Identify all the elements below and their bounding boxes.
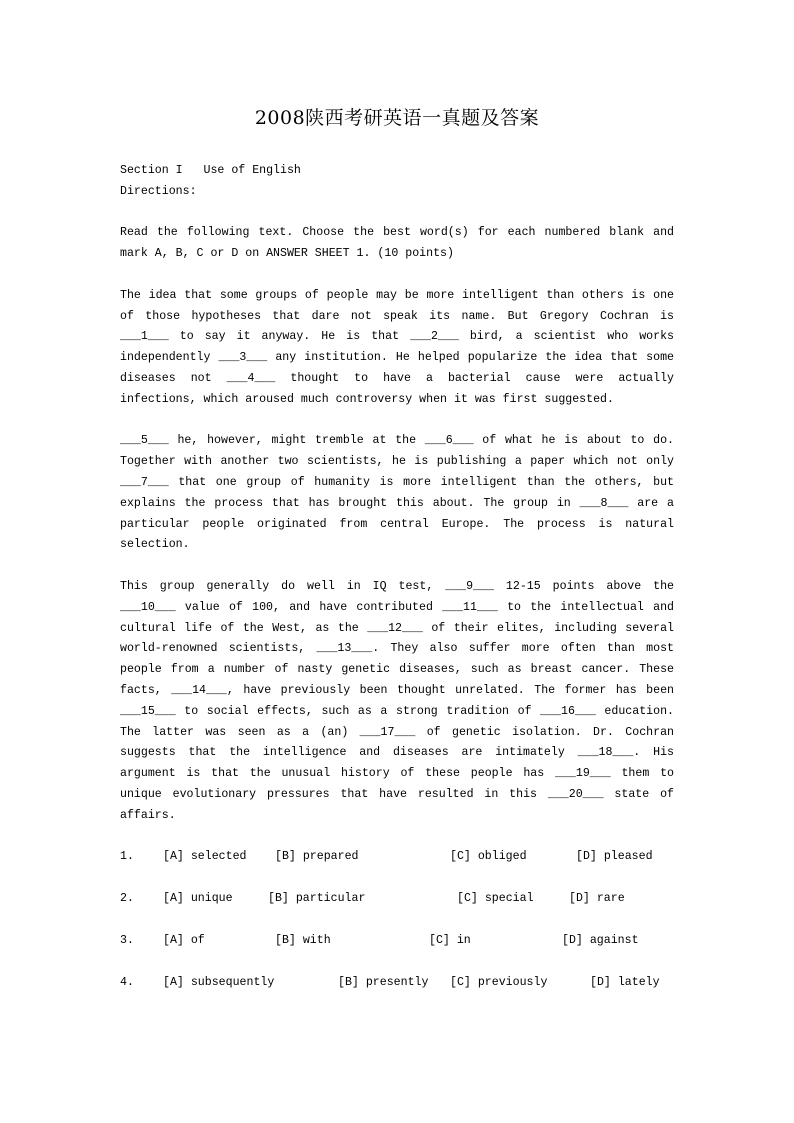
question-number: 2.: [120, 892, 134, 906]
question-options-list: [120, 847, 674, 993]
option-d: [D] pleased: [576, 850, 653, 864]
option-d: [D] rare: [569, 892, 625, 906]
option-c: [C] previously: [450, 975, 548, 989]
passage-paragraph-3: This group generally do well in IQ test, ___9___ 12-15 points above the ___10___ value of 100, and have contributed ___11___ to the intellectual and cultural life of the West, as the ___12___ of their elites, including several world-renowned scientists, ___13___. They also suffer more often than most people from a number of nasty genetic diseases, such as breast cancer. These facts, ___14___, have previously been thought unrelated. The former has been ___15___ to social effects, such as a strong tradition of ___16___ education. The latter was seen as a (an) ___17___ of genetic isolation. Dr. Cochran suggests that the intelligence and diseases are intimately ___18___. His argument is that the unusual history of these people has ___19___ them to unique evolutionary pressures that have resulted in this ___20___ state of affairs.: [120, 579, 674, 822]
option-a: [A] subsequently: [163, 975, 275, 989]
document-title: 2008陕西考研英语一真题及答案: [254, 107, 540, 129]
option-a: [A] unique: [163, 892, 233, 906]
option-a: [A] selected: [163, 850, 247, 864]
option-c: [C] special: [457, 892, 534, 906]
option-b: [B] prepared: [275, 850, 359, 864]
section-heading: Section I Use of English: [120, 164, 301, 177]
question-number: 1.: [120, 850, 134, 864]
option-d: [D] against: [562, 933, 639, 947]
passage-paragraph-1: The idea that some groups of people may be more intelligent than others is one of those hypotheses that dare not speak its name. But Gregory Cochran is ___1___ to say it anyway. He is that ___2___ bird, a scientist who works independently ___3___ any institution. He helped popularize the idea that some diseases not ___4___ thought to have a bacterial cause were actually infections, which aroused much controversy when it was first suggested.: [120, 288, 674, 406]
option-a: [A] of: [163, 933, 205, 947]
document-body: [120, 161, 674, 993]
question-number: 3.: [120, 933, 134, 947]
option-c: [C] obliged: [450, 850, 527, 864]
option-b: [B] with: [275, 933, 331, 947]
question-row-2: [120, 889, 674, 910]
option-b: [B] presently: [338, 975, 429, 989]
question-row-3: [120, 931, 674, 952]
question-row-1: [120, 847, 674, 868]
passage-paragraph-2: ___5___ he, however, might tremble at the ___6___ of what he is about to do. Together with another two scientists, he is publishing a paper which not only ___7___ that one group of humanity is more intelligent than the others, but explains the process that has brought this about. The group in ___8___ are a particular people originated from central Europe. The process is natural selection.: [120, 434, 674, 552]
option-d: [D] lately: [590, 975, 660, 989]
instructions-paragraph: Read the following text. Choose the best word(s) for each numbered blank and mark A, B, C or D on ANSWER SHEET 1. (10 points): [120, 226, 674, 261]
directions-label: Directions:: [120, 184, 197, 198]
option-b: [B] particular: [268, 892, 366, 906]
question-number: 4.: [120, 975, 134, 989]
option-c: [C] in: [429, 933, 471, 947]
question-row-4: [120, 973, 674, 994]
